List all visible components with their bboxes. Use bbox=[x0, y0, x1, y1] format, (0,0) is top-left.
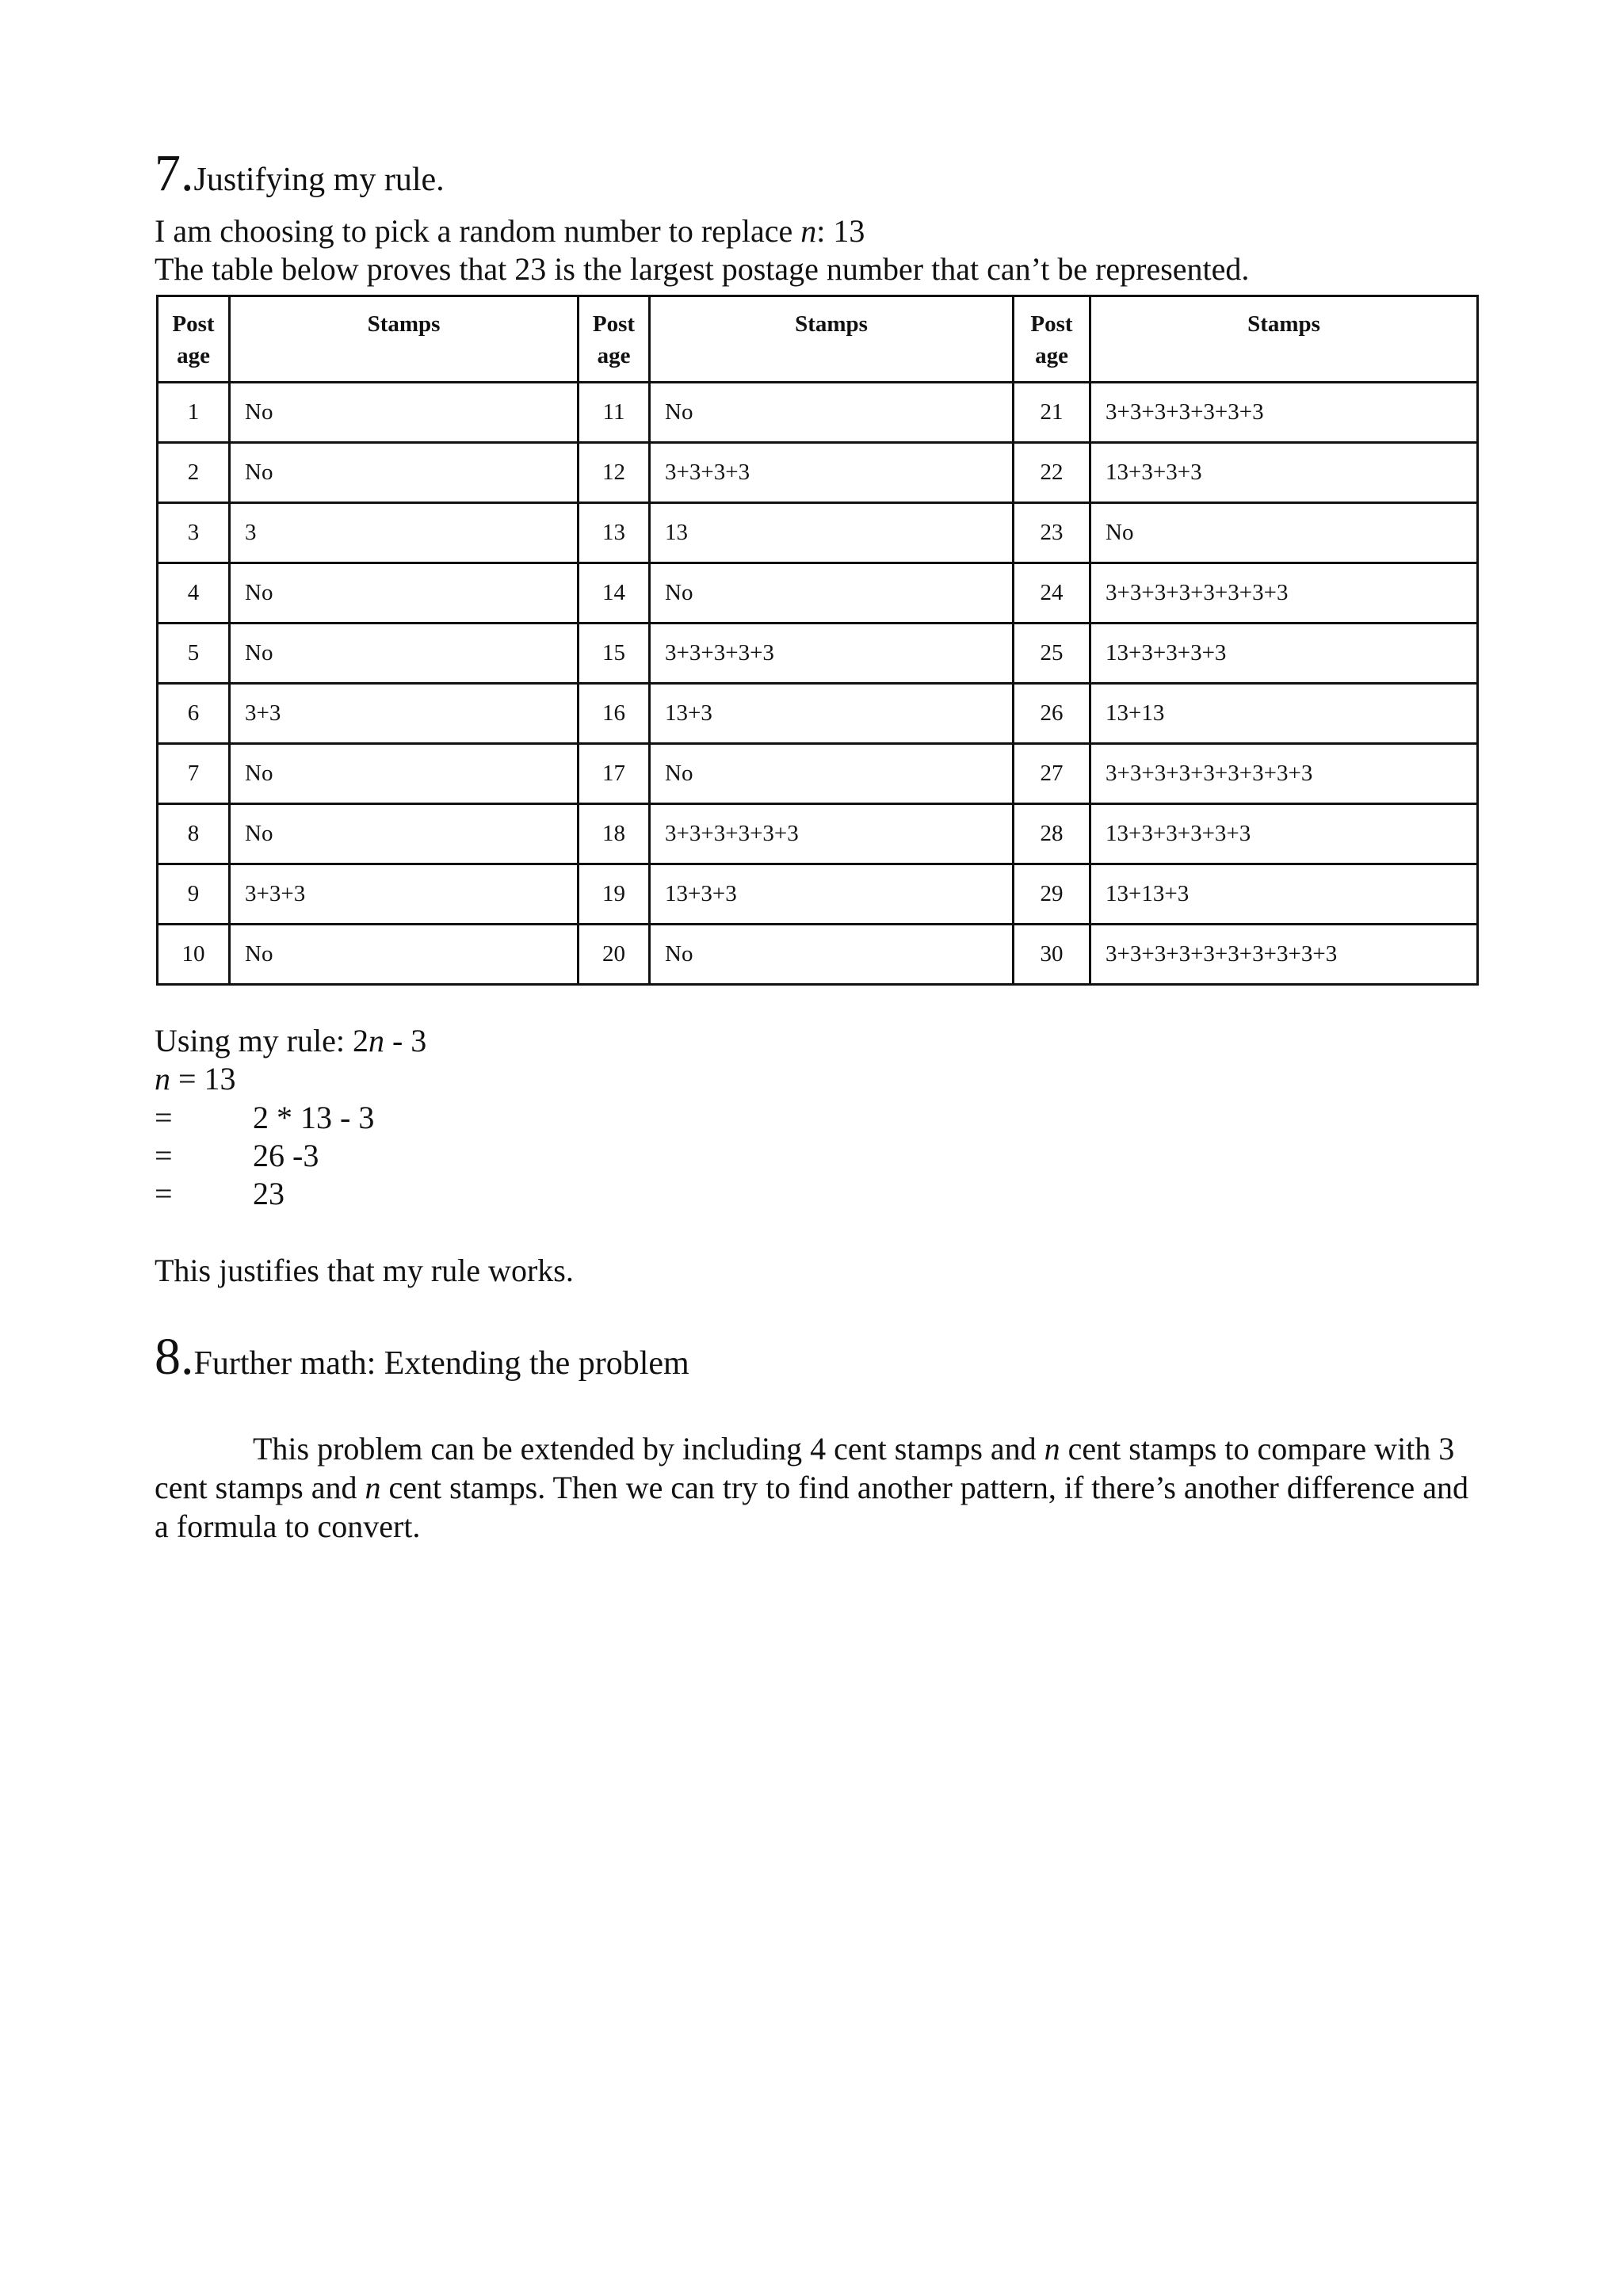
section-7-heading bbox=[155, 144, 445, 202]
stamps-cell: No bbox=[230, 624, 579, 684]
postage-cell: 5 bbox=[158, 624, 230, 684]
stamps-cell: 13+13+3 bbox=[1090, 864, 1478, 925]
stamps-cell: No bbox=[230, 804, 579, 864]
table-header-row bbox=[158, 296, 1478, 383]
postage-cell: 27 bbox=[1014, 744, 1090, 804]
stamps-cell: No bbox=[230, 744, 579, 804]
calc-step bbox=[155, 1175, 285, 1212]
table-row bbox=[158, 624, 1478, 684]
section-8-heading bbox=[155, 1328, 689, 1386]
postage-cell: 29 bbox=[1014, 864, 1090, 925]
table-row bbox=[158, 383, 1478, 443]
section-7-number: 7. bbox=[155, 144, 194, 202]
section-8-title: Further math: Extending the problem bbox=[193, 1345, 689, 1382]
postage-cell: 1 bbox=[158, 383, 230, 443]
postage-cell: 13 bbox=[579, 503, 650, 563]
calc-step bbox=[155, 1137, 319, 1174]
postage-cell: 8 bbox=[158, 804, 230, 864]
postage-cell: 17 bbox=[579, 744, 650, 804]
intro-line-1-value: : 13 bbox=[816, 213, 865, 249]
table-body bbox=[158, 383, 1478, 985]
postage-cell: 28 bbox=[1014, 804, 1090, 864]
postage-cell: 20 bbox=[579, 925, 650, 985]
intro-line-1-text: I am choosing to pick a random number to replace bbox=[155, 213, 801, 249]
header-stamps: Stamps bbox=[1090, 296, 1478, 383]
stamps-cell: 3+3 bbox=[230, 684, 579, 744]
postage-cell: 9 bbox=[158, 864, 230, 925]
stamps-cell: No bbox=[650, 563, 1014, 624]
stamps-cell: 13 bbox=[650, 503, 1014, 563]
stamps-cell: No bbox=[1090, 503, 1478, 563]
table-row bbox=[158, 864, 1478, 925]
stamps-cell: No bbox=[650, 744, 1014, 804]
postage-cell: 3 bbox=[158, 503, 230, 563]
postage-cell: 26 bbox=[1014, 684, 1090, 744]
postage-cell: 18 bbox=[579, 804, 650, 864]
postage-cell: 25 bbox=[1014, 624, 1090, 684]
table-row bbox=[158, 744, 1478, 804]
header-postage: Post age bbox=[579, 296, 650, 383]
postage-cell: 4 bbox=[158, 563, 230, 624]
postage-cell: 7 bbox=[158, 744, 230, 804]
equals-sign: = bbox=[155, 1100, 173, 1135]
table-row bbox=[158, 563, 1478, 624]
table-row bbox=[158, 804, 1478, 864]
variable-n: n bbox=[368, 1023, 384, 1058]
n-value: = 13 bbox=[170, 1061, 236, 1097]
postage-cell: 14 bbox=[579, 563, 650, 624]
intro-line-1 bbox=[155, 212, 865, 250]
calc-expression: 23 bbox=[253, 1176, 285, 1211]
n-value-line bbox=[155, 1060, 236, 1098]
table-row bbox=[158, 503, 1478, 563]
stamps-cell: 3+3+3+3+3+3+3 bbox=[1090, 383, 1478, 443]
stamps-cell: No bbox=[230, 563, 579, 624]
variable-n: n bbox=[1044, 1431, 1060, 1466]
stamps-cell: No bbox=[650, 383, 1014, 443]
stamps-cell: 13+13 bbox=[1090, 684, 1478, 744]
header-postage: Post age bbox=[1014, 296, 1090, 383]
conclusion-line: This justifies that my rule works. bbox=[155, 1253, 574, 1288]
header-stamps: Stamps bbox=[230, 296, 579, 383]
equals-sign: = bbox=[155, 1176, 173, 1211]
variable-n: n bbox=[800, 213, 817, 249]
stamps-cell: 3+3+3+3+3+3 bbox=[650, 804, 1014, 864]
postage-cell: 22 bbox=[1014, 443, 1090, 503]
stamps-cell: 3 bbox=[230, 503, 579, 563]
table-row bbox=[158, 443, 1478, 503]
postage-cell: 2 bbox=[158, 443, 230, 503]
postage-cell: 6 bbox=[158, 684, 230, 744]
calc-step bbox=[155, 1099, 374, 1136]
rule-suffix: - 3 bbox=[384, 1023, 427, 1058]
postage-cell: 10 bbox=[158, 925, 230, 985]
stamps-cell: 3+3+3 bbox=[230, 864, 579, 925]
postage-cell: 24 bbox=[1014, 563, 1090, 624]
header-postage: Post age bbox=[158, 296, 230, 383]
header-stamps: Stamps bbox=[650, 296, 1014, 383]
postage-stamps-table bbox=[156, 295, 1479, 986]
stamps-cell: No bbox=[230, 383, 579, 443]
intro-line-2: The table below proves that 23 is the largest postage number that can’t be represented. bbox=[155, 251, 1250, 287]
stamps-cell: No bbox=[230, 443, 579, 503]
table-row bbox=[158, 684, 1478, 744]
postage-cell: 23 bbox=[1014, 503, 1090, 563]
table-row bbox=[158, 925, 1478, 985]
stamps-cell: 3+3+3+3+3+3+3+3+3+3 bbox=[1090, 925, 1478, 985]
postage-cell: 12 bbox=[579, 443, 650, 503]
stamps-cell: 13+3+3+3+3 bbox=[1090, 624, 1478, 684]
postage-cell: 16 bbox=[579, 684, 650, 744]
postage-cell: 15 bbox=[579, 624, 650, 684]
stamps-cell: 3+3+3+3 bbox=[650, 443, 1014, 503]
postage-cell: 30 bbox=[1014, 925, 1090, 985]
stamps-cell: No bbox=[230, 925, 579, 985]
section-7-title: Justifying my rule. bbox=[193, 162, 445, 198]
stamps-cell: 13+3+3 bbox=[650, 864, 1014, 925]
rule-text: Using my rule: 2 bbox=[155, 1023, 369, 1058]
stamps-cell: 13+3 bbox=[650, 684, 1014, 744]
stamps-cell: No bbox=[650, 925, 1014, 985]
stamps-cell: 3+3+3+3+3+3+3+3+3 bbox=[1090, 744, 1478, 804]
stamps-cell: 3+3+3+3+3 bbox=[650, 624, 1014, 684]
variable-n: n bbox=[365, 1470, 381, 1505]
postage-cell: 11 bbox=[579, 383, 650, 443]
calc-expression: 26 -3 bbox=[253, 1138, 319, 1173]
postage-cell: 19 bbox=[579, 864, 650, 925]
rule-line bbox=[155, 1022, 426, 1060]
stamps-cell: 13+3+3+3+3+3 bbox=[1090, 804, 1478, 864]
stamps-cell: 13+3+3+3 bbox=[1090, 443, 1478, 503]
variable-n: n bbox=[155, 1061, 170, 1097]
extension-paragraph: This problem can be extended by including 4 cent stamps and n cent stamps to compare with 3 cent stamps and n cent stamps. Then we can try to find another pattern, if there’s another difference and a formula to convert. bbox=[155, 1431, 1468, 1544]
section-8-number: 8. bbox=[155, 1328, 194, 1386]
postage-cell: 21 bbox=[1014, 383, 1090, 443]
calc-expression: 2 * 13 - 3 bbox=[253, 1100, 375, 1135]
stamps-cell: 3+3+3+3+3+3+3+3 bbox=[1090, 563, 1478, 624]
equals-sign: = bbox=[155, 1138, 173, 1173]
